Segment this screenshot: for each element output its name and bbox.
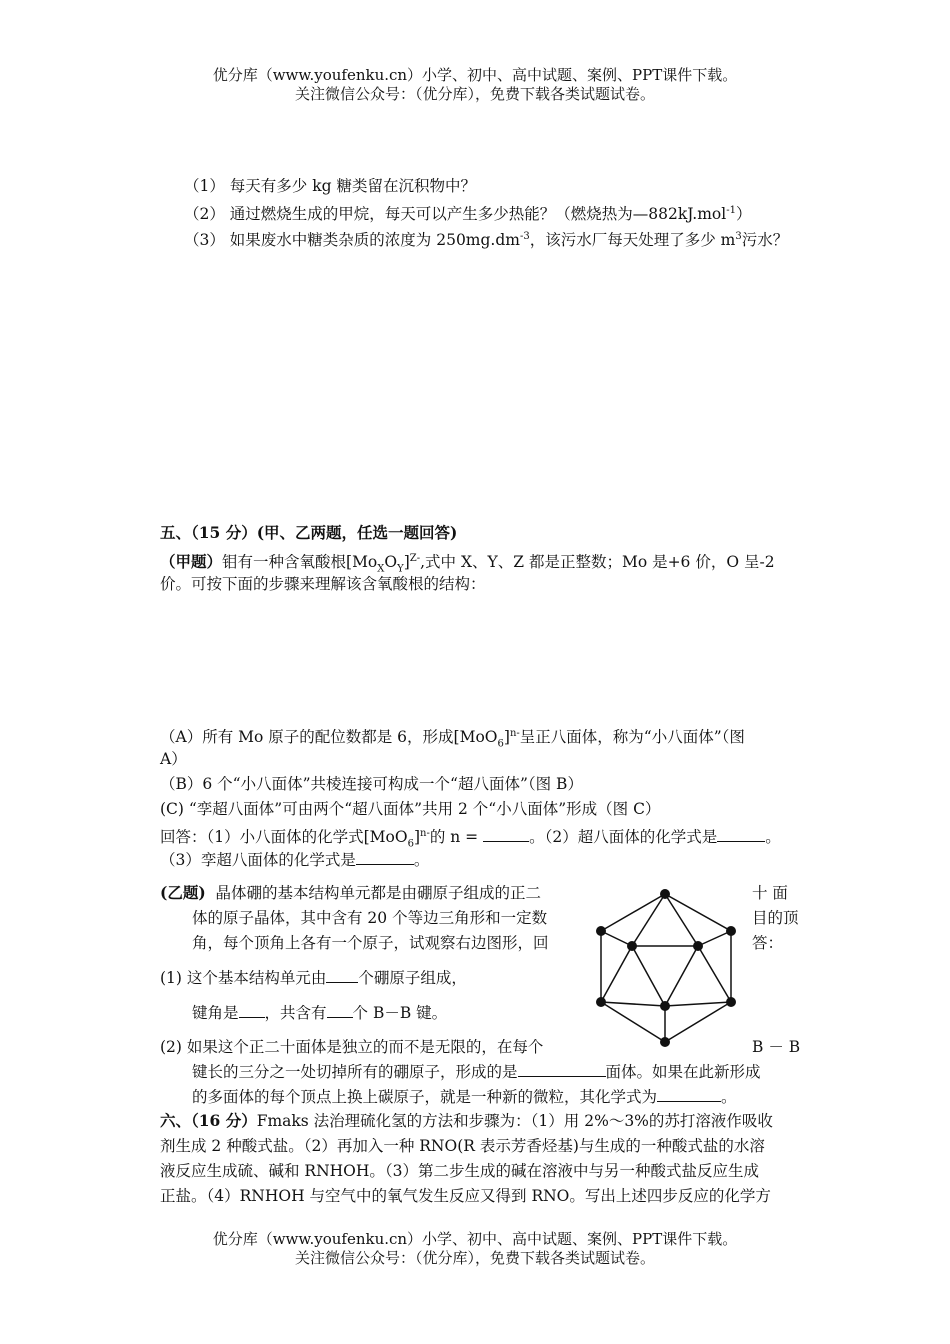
- jia-intro-line-2: 价。可按下面的步骤来理解该含氧酸根的结构：: [160, 575, 486, 593]
- yi-blank-2[interactable]: [239, 1001, 265, 1018]
- question-3: （3） 如果废水中糖类杂质的浓度为 $250mg.dm^{-3}$，该污水厂每天处理了多少 $m^3$污水？: [184, 231, 789, 250]
- section-6-line-3: 液反应生成硫、碱和 RNHOH。（3）第二步生成的碱在溶液中与另一种酸式盐反应生成: [160, 1162, 760, 1180]
- answer-blank-2[interactable]: [717, 825, 765, 842]
- section-6-line-4: 正盐。（4）RNHOH 与空气中的氧气发生反应又得到 RNO。写出上述四步反应的化学方: [160, 1187, 771, 1205]
- icosahedron-edges: [601, 894, 731, 1042]
- footer-line-2: 关注微信公众号：（优分库），免费下载各类试题试卷。: [294, 1249, 655, 1267]
- yi-blank-4[interactable]: [518, 1060, 606, 1077]
- jia-intro-line-1: （甲题）钼有一种含氧酸根$[Mo_XO_Y]^{Z-}$,式中 X、Y、Z 都是正整数；Mo 是+6 价，O 呈-2: [160, 552, 775, 575]
- answer-blank-1[interactable]: [483, 825, 529, 842]
- yi-line-3: 角，每个顶角上各有一个原子，试观察右边图形，回: [192, 934, 549, 952]
- yi-blank-1[interactable]: [326, 966, 358, 983]
- question-2: （2） 通过燃烧生成的甲烷，每天可以产生多少热能？（燃烧热为—882kJ.mol$^{-1}$）: [184, 205, 752, 224]
- step-a-line-1: （A）所有 Mo 原子的配位数都是 6，形成$[MoO_6]^{n-}$呈正八面体，称为“小八面体”（图: [160, 728, 745, 750]
- yi-question-2: (2) 如果这个正二十面体是独立的而不是无限的，在每个: [160, 1038, 544, 1056]
- step-c: (C) “孪超八面体”可由两个“超八面体”共用 2 个“小八面体”形成（图 C）: [160, 800, 661, 818]
- yi-question-2-line-3: 的多面体的每个顶点上换上碳原子，就是一种新的微粒，其化学式为 。: [192, 1085, 737, 1108]
- header-line-1: 优分库（www.youfenku.cn）小学、初中、高中试题、案例、PPT课件下载。: [212, 66, 738, 84]
- icosahedron-vertices: [596, 889, 736, 1047]
- header-line-2: 关注微信公众号：（优分库），免费下载各类试题试卷。: [294, 85, 655, 103]
- yi-line-1-right: 十 面: [752, 884, 788, 902]
- answer-blank-3[interactable]: [356, 848, 414, 865]
- step-b: （B）6 个“小八面体”共棱连接可构成一个“超八面体”（图 B）: [160, 775, 583, 793]
- section-6-line-1: 六、（16 分）Fmaks 法治理硫化氢的方法和步骤为：（1）用 2%～3%的苏打溶液作吸收: [160, 1111, 773, 1130]
- answer-line-1: 回答：（1）小八面体的化学式$[MoO_6]^{n-}$的 n = 。（2）超八面体的化学式是 。: [160, 823, 781, 855]
- yi-line-2-right: 目的顶: [752, 909, 799, 927]
- yi-question-2-right: B － B: [752, 1038, 801, 1056]
- yi-line-3-right: 答：: [752, 934, 784, 952]
- yi-blank-3[interactable]: [327, 1001, 353, 1018]
- yi-question-1-cont: 键角是 ，共含有 个 B－B 键。: [192, 1001, 447, 1024]
- question-1: （1） 每天有多少 kg 糖类留在沉积物中？: [184, 177, 476, 195]
- yi-question-2-line-2: 键长的三分之一处切掉所有的硼原子，形成的是 面体。如果在此新形成: [192, 1060, 761, 1083]
- section-6-line-2: 剂生成 2 种酸式盐。（2）再加入一种 RNO(R 表示芳香烃基)与生成的一种酸式盐的水溶: [160, 1137, 765, 1155]
- step-a-line-2: A）: [160, 750, 187, 768]
- footer-line-1: 优分库（www.youfenku.cn）小学、初中、高中试题、案例、PPT课件下载。: [212, 1230, 738, 1248]
- page-footer: [0, 1230, 950, 1268]
- yi-line-1: (乙题) 晶体硼的基本结构单元都是由硼原子组成的正二: [160, 883, 542, 902]
- yi-line-2: 体的原子晶体，其中含有 20 个等边三角形和一定数: [192, 909, 548, 927]
- icosahedron-figure: [588, 884, 748, 1054]
- section-5-title: 五、（15 分）(甲、乙两题，任选一题回答): [160, 523, 458, 542]
- yi-blank-5[interactable]: [657, 1085, 721, 1102]
- yi-question-1: (1) 这个基本结构单元由 个硼原子组成，: [160, 966, 467, 989]
- answer-line-2: （3）孪超八面体的化学式是 。: [160, 848, 429, 871]
- page-header: [0, 66, 950, 104]
